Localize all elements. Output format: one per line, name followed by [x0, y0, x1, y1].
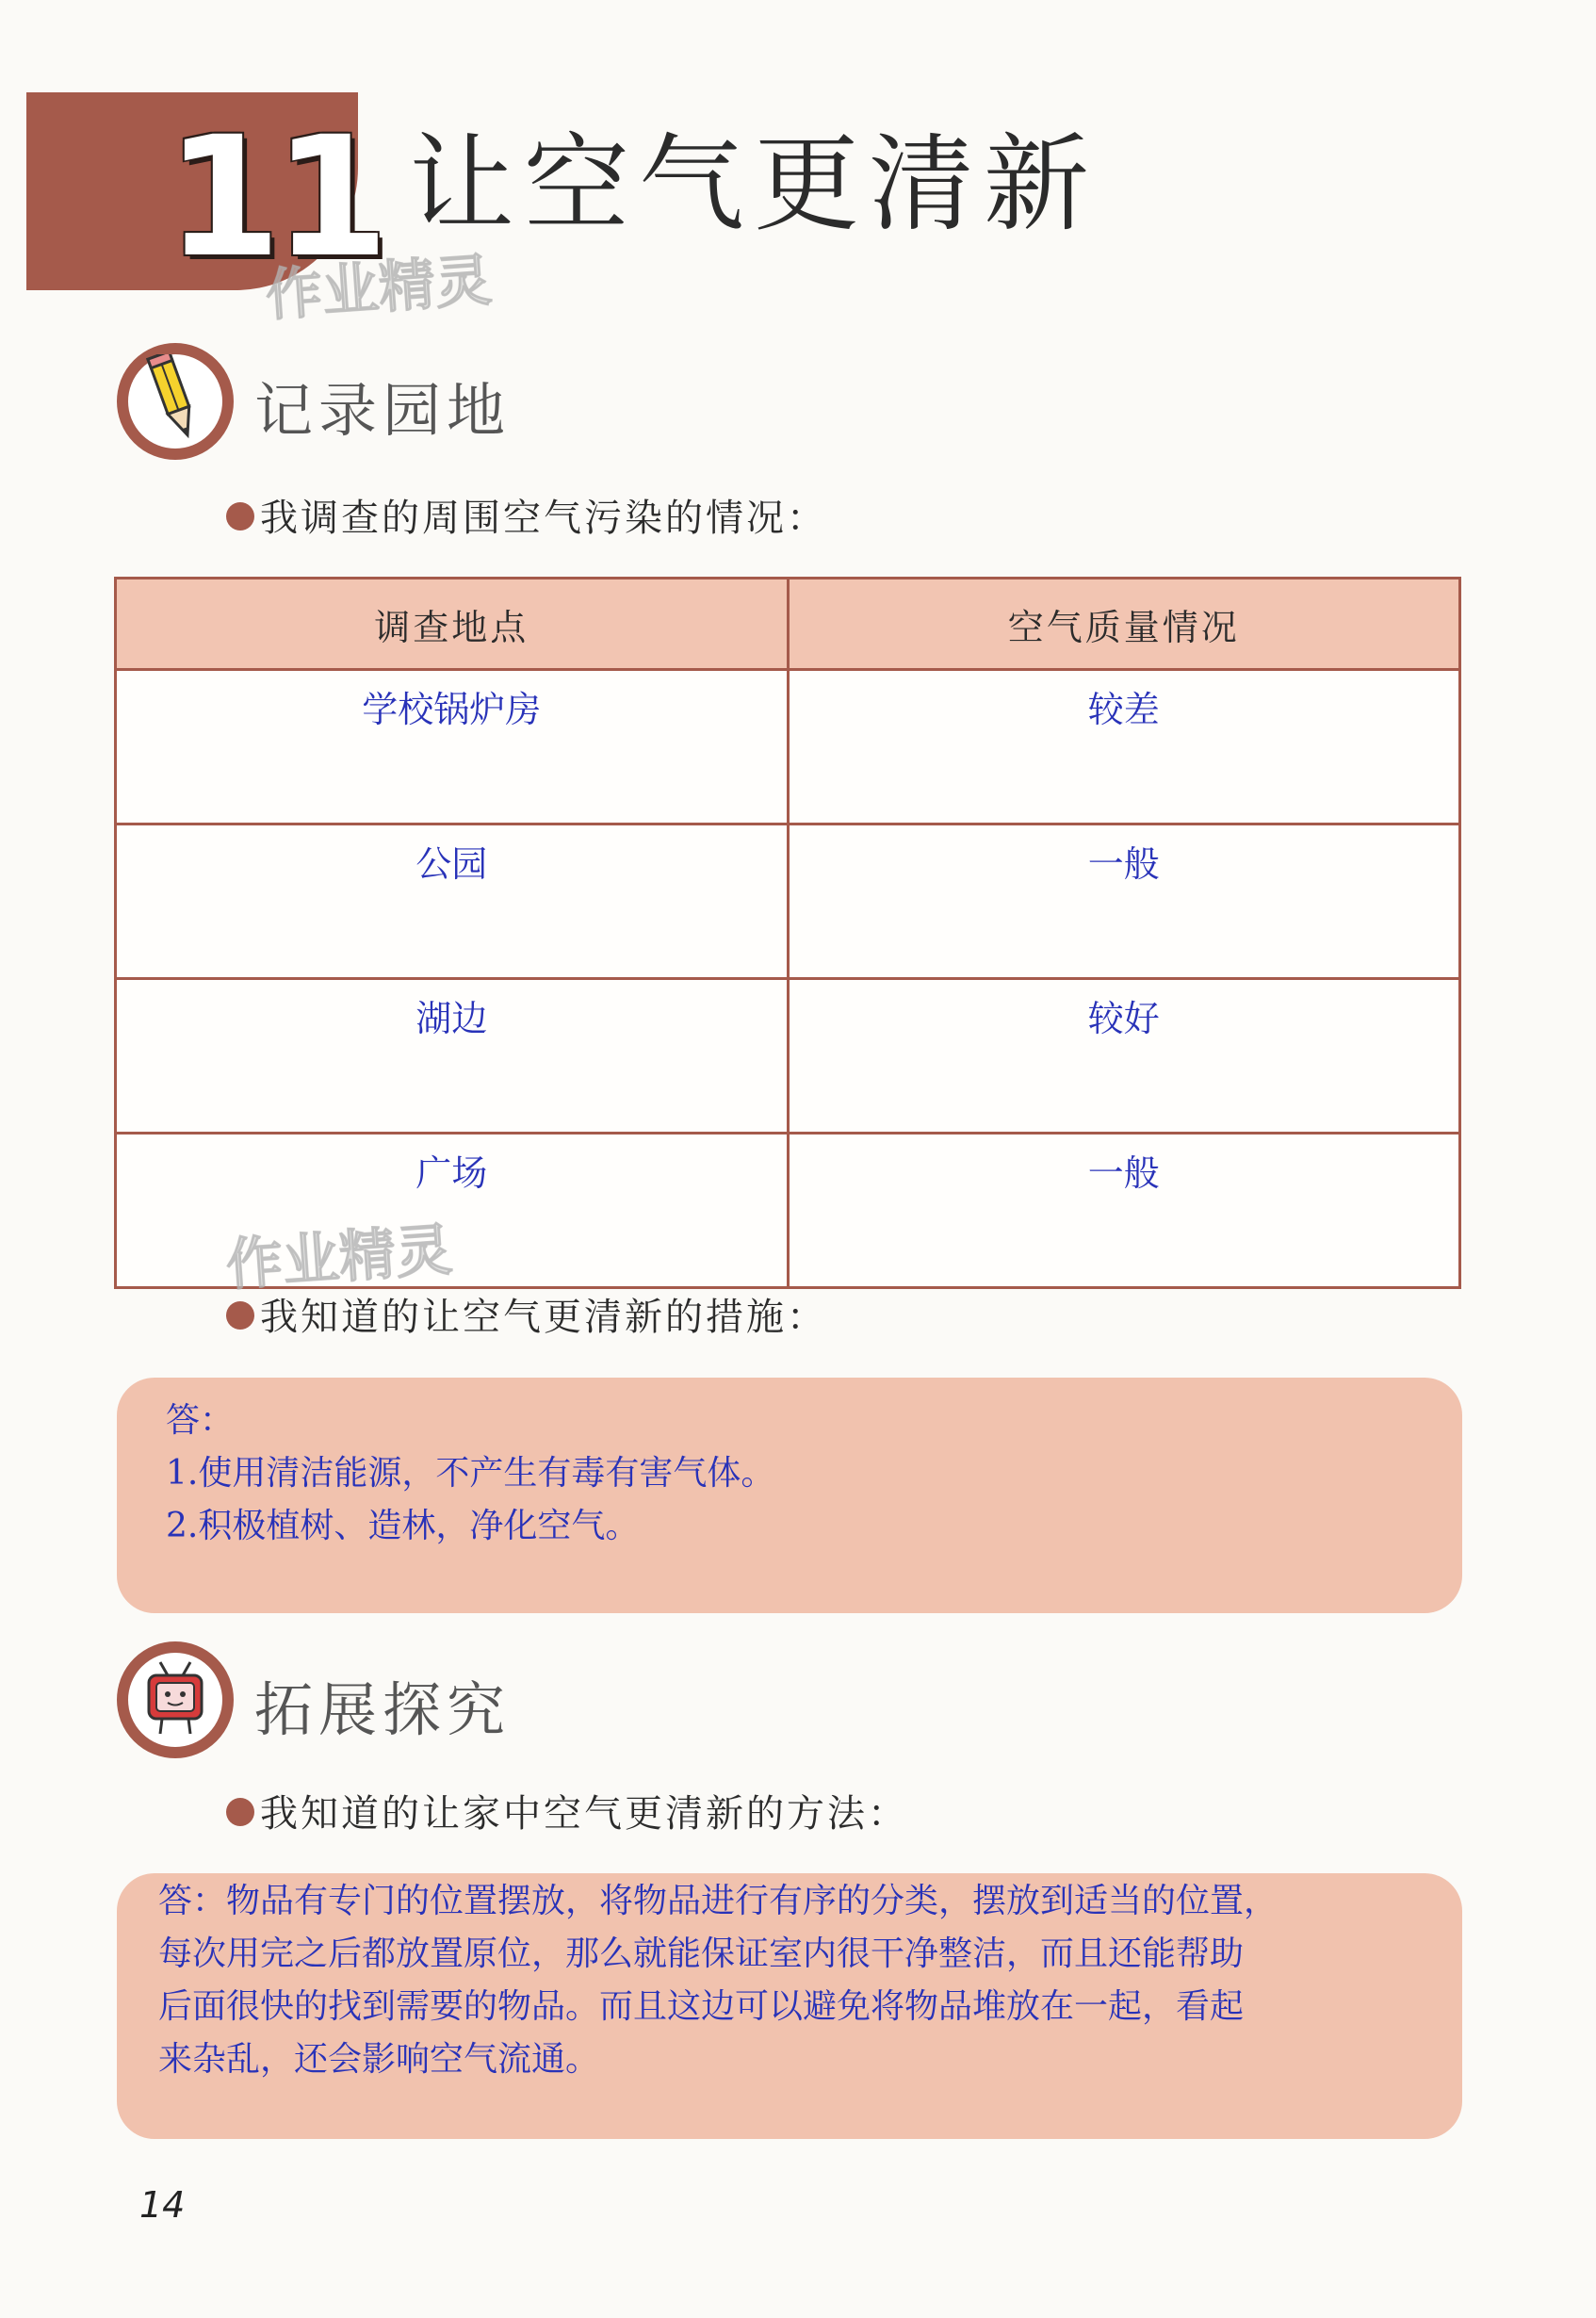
- answer-line: 后面很快的找到需要的物品。而且这边可以避免将物品堆放在一起，看起: [158, 1987, 1245, 2026]
- answer-line: 每次用完之后都放置原位，那么就能保证室内很干净整洁，而且还能帮助: [158, 1934, 1245, 1973]
- cell-air-quality: 较差: [788, 670, 1460, 824]
- method-prompt-text: 我知道的让家中空气更清新的方法：: [260, 1792, 908, 1836]
- answer-line: 答：物品有专门的位置摆放，将物品进行有序的分类，摆放到适当的位置，: [158, 1882, 1278, 1920]
- lesson-title: 让空气更清新: [409, 123, 1099, 246]
- answer-line: 2.积极植树、造林，净化空气。: [166, 1507, 640, 1545]
- header-location: 调查地点: [116, 579, 789, 670]
- survey-table: [114, 577, 1461, 1289]
- chapter-number: 11: [166, 101, 382, 294]
- header-air-quality: 空气质量情况: [788, 579, 1460, 670]
- cell-location: 湖边: [116, 979, 789, 1134]
- cell-air-quality: 一般: [788, 824, 1460, 979]
- bullet-icon: [226, 1301, 254, 1330]
- section-title-extend: 拓展探究: [254, 1675, 512, 1744]
- watermark: 作业精灵: [263, 247, 495, 330]
- table-row: [116, 670, 1460, 824]
- cell-location: 广场: [116, 1134, 789, 1288]
- cell-air-quality: 较好: [788, 979, 1460, 1134]
- bullet-icon: [226, 502, 254, 531]
- watermark: 作业精灵: [223, 1216, 455, 1299]
- section-title-record: 记录园地: [254, 376, 512, 445]
- pencil-icon: [117, 343, 234, 460]
- answer-line: 答：: [166, 1401, 235, 1440]
- robot-tv-icon: [117, 1641, 234, 1758]
- cell-location: 公园: [116, 824, 789, 979]
- method-prompt: [226, 1792, 908, 1836]
- answer-line: 1.使用清洁能源，不产生有毒有害气体。: [166, 1454, 775, 1493]
- bullet-icon: [226, 1798, 254, 1826]
- answer-line: 来杂乱，还会影响空气流通。: [158, 2040, 600, 2079]
- cell-location: 学校锅炉房: [116, 670, 789, 824]
- measures-prompt-text: 我知道的让空气更清新的措施：: [260, 1296, 827, 1339]
- table-row: [116, 824, 1460, 979]
- table-header-row: [116, 579, 1460, 670]
- cell-air-quality: 一般: [788, 1134, 1460, 1288]
- page-number: 14: [139, 2184, 186, 2226]
- survey-prompt: [226, 497, 827, 540]
- method-answer-box: [117, 1873, 1462, 2139]
- measures-prompt: [226, 1296, 827, 1339]
- table-row: [116, 979, 1460, 1134]
- measures-answer-box: [117, 1378, 1462, 1613]
- survey-prompt-text: 我调查的周围空气污染的情况：: [260, 497, 827, 540]
